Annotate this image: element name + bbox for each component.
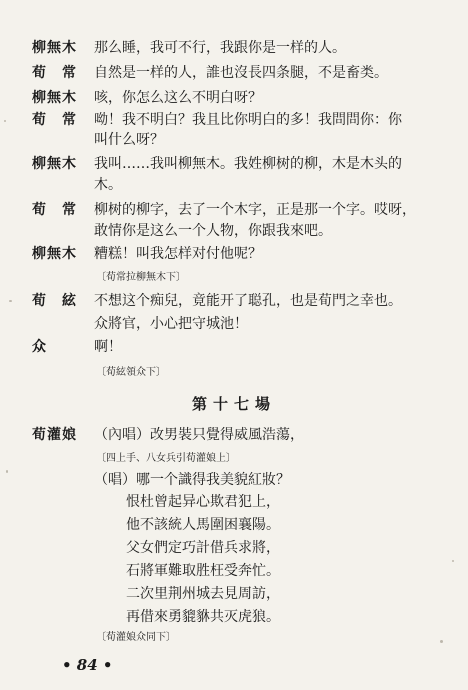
- scan-speck: [440, 640, 443, 643]
- verse-line: 二次里荆州城去見周訪，: [126, 586, 280, 602]
- scan-speck: [6, 470, 8, 473]
- dialogue-text: 柳树的柳字，去了一个木字，正是那一个字。哎呀，: [94, 202, 416, 218]
- speaker-name: 柳無木: [32, 246, 77, 262]
- speaker-name: 众: [32, 339, 47, 355]
- scan-speck: [9, 300, 12, 302]
- speaker-name: 柳無木: [32, 40, 77, 56]
- song-text: （唱）哪一个識得我美貌紅妝？: [94, 472, 290, 488]
- speaker-name: 荀 絃: [32, 293, 77, 309]
- scene-title: 第十七場: [191, 395, 276, 413]
- stage-direction: 〔荀常拉柳無木下〕: [96, 272, 186, 283]
- scan-speck: [4, 120, 6, 122]
- dialogue-text: 呦！我不明白？我且比你明白的多！我問問你：你: [94, 112, 402, 128]
- speaker-name: 荀灌娘: [32, 427, 77, 443]
- speaker-name: 荀 常: [32, 202, 77, 218]
- scan-speck: [452, 560, 454, 562]
- stage-direction: 〔荀灌娘众同下〕: [96, 632, 176, 643]
- dialogue-text: 那么睡，我可不行，我跟你是一样的人。: [94, 40, 346, 56]
- page-number: • 84 •: [62, 656, 113, 674]
- dialogue-text: 众將官，小心把守城池！: [94, 316, 248, 332]
- dialogue-text: 不想这个痴兒，竟能开了聪孔，也是荀門之幸也。: [94, 293, 402, 309]
- dialogue-text: 木。: [94, 177, 122, 193]
- dialogue-text: 敢情你是这么一个人物，你跟我來吧。: [94, 223, 332, 239]
- dialogue-text: 我叫……我叫柳無木。我姓柳树的柳，木是木头的: [94, 156, 402, 172]
- dialogue-text: 叫什么呀？: [94, 132, 164, 148]
- verse-line: 石將軍難取胜枉受奔忙。: [126, 563, 280, 579]
- verse-line: 他不該統人馬圍困襄陽。: [126, 517, 280, 533]
- dialogue-text: 啊！: [94, 339, 122, 355]
- verse-line: 恨杜曾起异心欺君犯上，: [126, 494, 280, 510]
- stage-direction: 〔荀絃領众下〕: [96, 367, 166, 378]
- speaker-name: 柳無木: [32, 90, 77, 106]
- speaker-name: 荀 常: [32, 112, 77, 128]
- dialogue-text: 自然是一样的人，誰也沒長四条腿，不是畜类。: [94, 65, 388, 81]
- dialogue-text: 糟糕！叫我怎样对付他呢？: [94, 246, 262, 262]
- verse-line: 父女們定巧計借兵求將，: [126, 540, 280, 556]
- dialogue-text: 咳，你怎么这么不明白呀？: [94, 90, 262, 106]
- stage-direction: 〔四上手、八女兵引荀灌娘上〕: [96, 453, 236, 464]
- speaker-name: 荀 常: [32, 65, 77, 81]
- speaker-name: 柳無木: [32, 156, 77, 172]
- verse-line: 再借來勇貔貅共灭虎狼。: [126, 609, 280, 625]
- song-text: （內唱）改男裝只覺得威風浩蕩，: [94, 427, 304, 443]
